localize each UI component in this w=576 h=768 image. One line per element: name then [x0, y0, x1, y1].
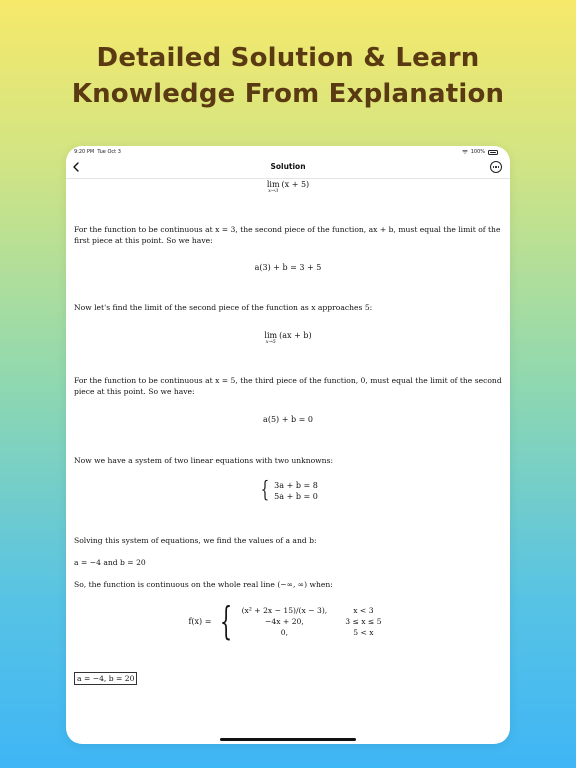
system-equation-2: 5a + b = 0 [274, 492, 318, 501]
lim-subscript: x→5 [265, 339, 276, 345]
equation-2: a(5) + b = 0 [263, 415, 313, 424]
lim-argument: (ax + b) [279, 331, 312, 340]
status-time-date [74, 149, 121, 155]
system-equation-1: 3a + b = 8 [274, 481, 318, 490]
more-dot-icon [498, 166, 499, 167]
explanation-paragraph-1: For the function to be continuous at x = 3, the second piece of the function, ax + b, must equal the limit of the first piece at this point. So we have: [74, 225, 501, 245]
promo-headline [0, 40, 576, 112]
case-expression: (x² + 2x − 15)/(x − 3), [241, 605, 328, 615]
more-options-button[interactable] [490, 161, 502, 173]
left-brace: { [260, 478, 270, 503]
navigation-bar [66, 158, 510, 179]
home-indicator[interactable] [220, 738, 356, 741]
case-expression: −4x + 20, [265, 616, 304, 626]
status-date: Tue Oct 3 [97, 149, 121, 155]
piecewise-case [242, 616, 388, 627]
more-dot-icon [495, 166, 496, 167]
piecewise-case [242, 627, 388, 638]
final-answer-box: a = −4, b = 20 [74, 672, 137, 685]
equation-system [66, 480, 510, 502]
case-expression: 0, [280, 627, 289, 637]
explanation-paragraph-2: Now let's find the limit of the second piece of the function as x approaches 5: [74, 303, 373, 312]
case-condition: 5 < x [353, 627, 374, 637]
page-title: Solution [270, 162, 306, 171]
headline-line-1: Detailed Solution & Learn [96, 43, 480, 73]
piecewise-lhs: f(x) = [188, 616, 212, 626]
lim-subscript: x→3 [268, 188, 279, 194]
result-values: a = −4 and b = 20 [74, 558, 146, 567]
lim-argument: (x + 5) [281, 180, 310, 189]
battery-icon [488, 150, 498, 155]
wifi-icon [462, 150, 468, 154]
equation-1: a(3) + b = 3 + 5 [254, 263, 322, 272]
case-condition: 3 ≤ x ≤ 5 [345, 616, 382, 626]
explanation-paragraph-5: Solving this system of equations, we find the values of a and b: [74, 536, 317, 545]
more-dot-icon [493, 166, 494, 167]
battery-percent: 100% [470, 149, 485, 155]
piecewise-cases [242, 605, 388, 638]
piecewise-function [66, 599, 510, 643]
limit-expression-2 [66, 331, 510, 345]
status-indicators [462, 149, 498, 155]
piecewise-case [242, 605, 388, 616]
left-brace: { [220, 599, 233, 643]
tablet-screen [66, 146, 510, 744]
status-time: 9:20 PM [74, 149, 95, 155]
headline-line-2: Knowledge From Explanation [71, 79, 505, 109]
explanation-paragraph-4: Now we have a system of two linear equations with two unknowns: [74, 456, 334, 465]
explanation-paragraph-6: So, the function is continuous on the whole real line (−∞, ∞) when: [74, 580, 333, 589]
status-bar [66, 146, 510, 158]
case-condition: x < 3 [353, 605, 374, 615]
lim-operator: lim [264, 331, 278, 340]
limit-expression-1 [66, 180, 510, 194]
lim-operator: lim [266, 180, 280, 189]
explanation-paragraph-3: For the function to be continuous at x = 5, the third piece of the function, 0, must equal the limit of the second piece at this point. So we have: [74, 376, 502, 396]
